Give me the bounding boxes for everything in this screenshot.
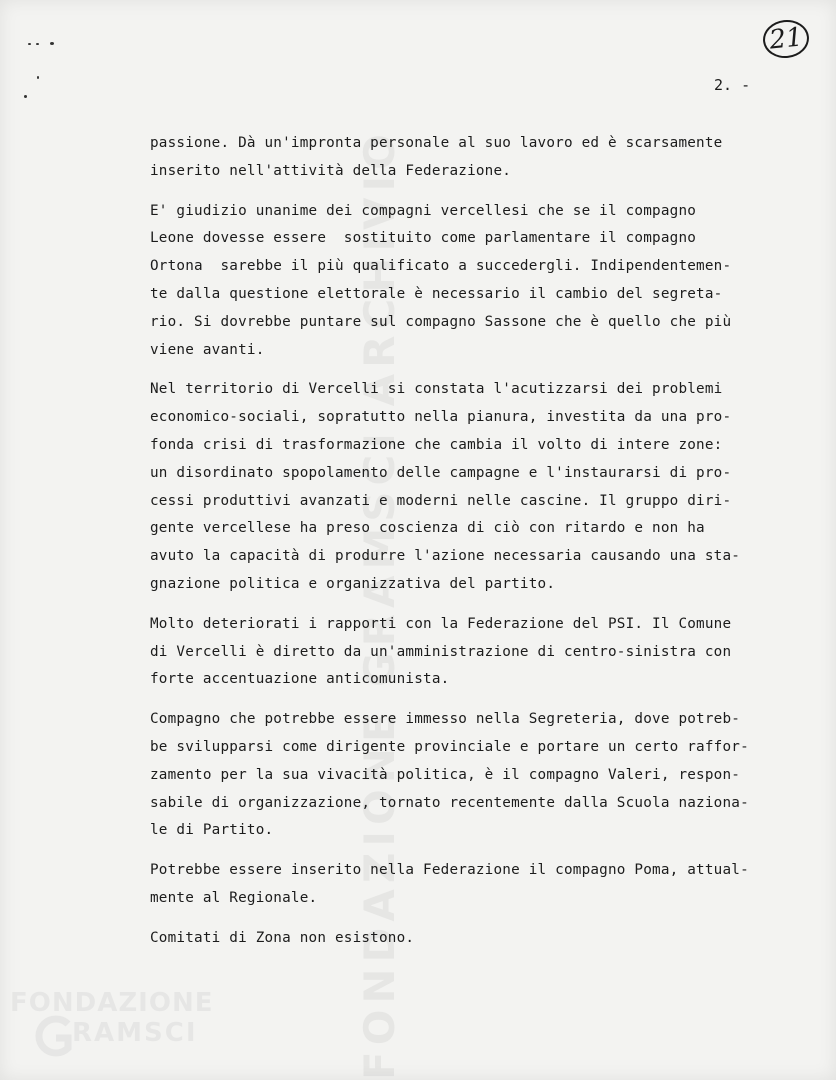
text-line: cessi produttivi avanzati e moderni nelle cascine. Il gruppo diri- <box>150 492 732 509</box>
text-line: Comitati di Zona non esistono. <box>150 929 415 946</box>
text-line: di Vercelli è diretto da un'amministrazione di centro-sinistra con <box>150 643 732 660</box>
text-line: Leone dovesse essere sostituito come parlamentare il compagno <box>150 230 697 247</box>
edge-mark <box>37 76 39 79</box>
paragraph <box>150 376 810 598</box>
text-line: un disordinato spopolamento delle campagne e l'instaurarsi di pro- <box>150 464 732 481</box>
text-line: Compagno che potrebbe essere immesso nella Segreteria, dove potreb- <box>150 711 741 728</box>
archive-page-number: 21 <box>761 18 811 61</box>
edge-mark <box>28 43 31 45</box>
text-line: zamento per la sua vivacità politica, è il compagno Valeri, respon- <box>150 766 741 783</box>
typed-body-text <box>150 130 810 965</box>
page-number: 2. - <box>714 76 751 94</box>
text-line: avuto la capacità di produrre l'azione necessaria causando una sta- <box>150 548 741 565</box>
text-line: gente vercellese ha preso coscienza di ciò con ritardo e non ha <box>150 520 705 537</box>
text-line: le di Partito. <box>150 822 274 839</box>
text-line: fonda crisi di trasformazione che cambia il volto di intere zone: <box>150 436 723 453</box>
paragraph <box>150 130 810 186</box>
g-swirl-icon <box>34 1014 74 1058</box>
edge-mark <box>24 95 27 98</box>
paragraph <box>150 198 810 365</box>
text-line: forte accentuazione anticomunista. <box>150 671 450 688</box>
paragraph <box>150 925 810 953</box>
paragraph <box>150 706 810 845</box>
text-line: sabile di organizzazione, tornato recentemente dalla Scuola naziona- <box>150 794 749 811</box>
paragraph <box>150 611 810 694</box>
paragraph <box>150 857 810 913</box>
text-line: rio. Si dovrebbe puntare sul compagno Sassone che è quello che più <box>150 313 732 330</box>
text-line: mente al Regionale. <box>150 889 318 906</box>
text-line: te dalla questione elettorale è necessario il cambio del segreta- <box>150 285 723 302</box>
text-line: Ortona sarebbe il più qualificato a succedergli. Indipendentemen- <box>150 258 732 275</box>
text-line: gnazione politica e organizzativa del partito. <box>150 575 556 592</box>
text-line: be svilupparsi come dirigente provinciale e portare un certo raffor- <box>150 738 749 755</box>
watermark-logo-line2: RAMSCI <box>72 1018 198 1048</box>
text-line: Potrebbe essere inserito nella Federazione il compagno Poma, attual- <box>150 862 749 879</box>
text-line: viene avanti. <box>150 341 265 358</box>
watermark-vertical-text: FONDAZIONE GRAMSCI ARCHIVIO <box>355 128 404 1080</box>
edge-mark <box>50 42 54 45</box>
watermark-logo-line1: FONDAZIONE <box>10 988 214 1018</box>
text-line: passione. Dà un'impronta personale al suo lavoro ed è scarsamente <box>150 135 723 151</box>
text-line: economico-sociali, sopratutto nella pianura, investita da una pro- <box>150 409 732 426</box>
edge-mark <box>36 43 39 45</box>
watermark-logo <box>10 988 214 1068</box>
text-line: Nel territorio di Vercelli si constata l'acutizzarsi dei problemi <box>150 381 723 398</box>
text-line: Molto deteriorati i rapporti con la Federazione del PSI. Il Comune <box>150 615 732 632</box>
text-line: inserito nell'attività della Federazione. <box>150 162 512 179</box>
text-line: E' giudizio unanime dei compagni vercellesi che se il compagno <box>150 202 697 219</box>
